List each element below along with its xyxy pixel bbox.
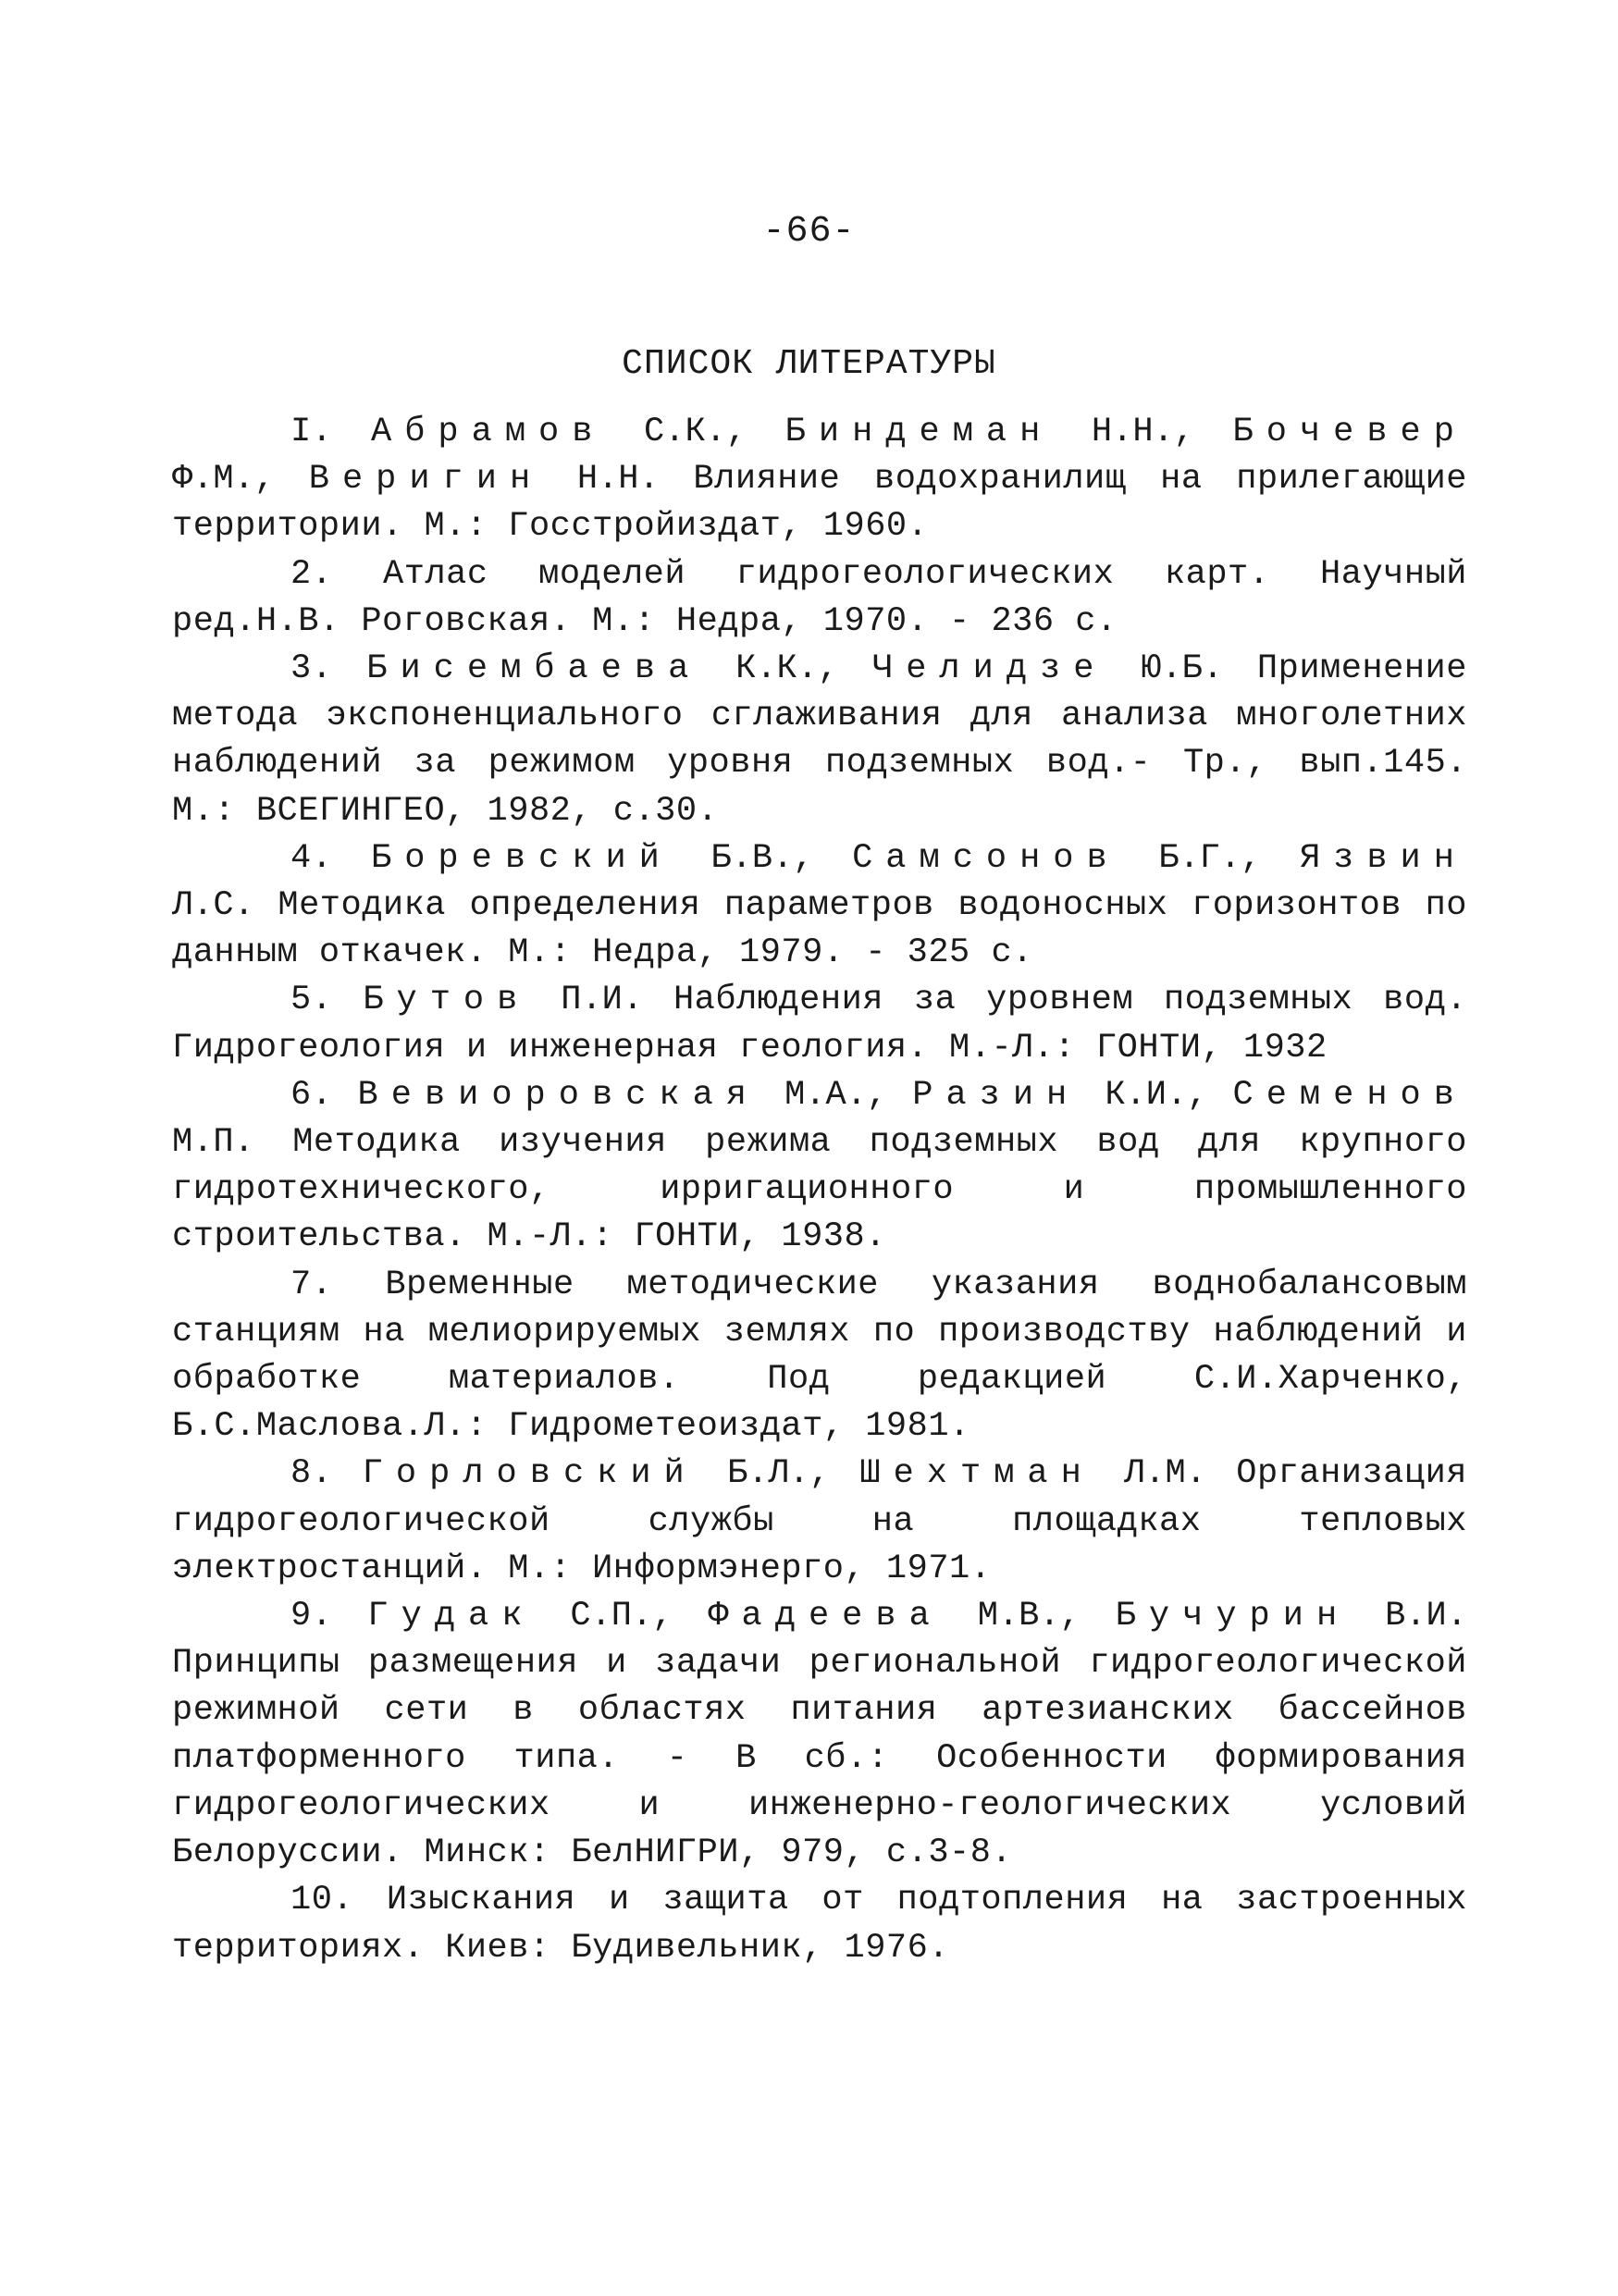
reference-author: Бучурин (1115, 1597, 1351, 1636)
reference-number: 2. (290, 554, 333, 594)
reference-item (172, 1593, 1467, 1877)
reference-author: Бисембаева (366, 649, 702, 689)
reference-author: Семенов (1232, 1075, 1467, 1115)
reference-item (172, 551, 1467, 646)
reference-author: Веригин (308, 460, 544, 500)
reference-author-initials: П.И. (561, 981, 644, 1020)
reference-author: Самсонов (852, 838, 1120, 878)
reference-text: Организация гидрогеологической службы на площадках тепловых электростанций. М.: Информэнерго, 1971. (172, 1454, 1467, 1588)
reference-author-initials: Б.В., (710, 838, 814, 878)
reference-author: Бочевер (1232, 413, 1467, 451)
reference-item (172, 646, 1467, 835)
reference-author: Разин (912, 1075, 1081, 1115)
reference-number: 7. (290, 1265, 333, 1304)
reference-author-initials: Н.Н., (1091, 413, 1194, 451)
reference-list (172, 409, 1467, 1972)
reference-author-initials: Б.Г., (1158, 838, 1262, 878)
reference-author: Абрамов (371, 413, 606, 451)
reference-author-initials: С.П., (570, 1597, 673, 1636)
reference-item (172, 1450, 1467, 1593)
reference-author-initials: К.К., (735, 649, 839, 689)
reference-author-initials: Л.М. (1124, 1454, 1206, 1494)
reference-item (172, 1877, 1467, 1971)
reference-item (172, 1072, 1467, 1262)
reference-author-initials: В.И. (1385, 1597, 1467, 1636)
reference-text: Методика определения параметров водоносных горизонтов по данным откачек. М.: Недра, 1979. - 325 с. (172, 886, 1467, 973)
reference-number: 4. (290, 838, 333, 878)
reference-number: 9. (290, 1597, 333, 1636)
reference-author-initials: М.В., (977, 1597, 1081, 1636)
page-title: СПИСОК ЛИТЕРАТУРЫ (622, 344, 996, 384)
reference-item (172, 409, 1467, 551)
reference-text: Методика изучения режима подземных вод для крупного гидротехнического, ирригационного и промышленного строительства. М.-Л.: ГОНТИ, 1938. (172, 1123, 1467, 1257)
reference-text: Изыскания и защита от подтопления на застроенных территориях. Киев: Будивельник, 1976. (172, 1881, 1467, 1968)
reference-author-initials: Ю.Б. (1141, 649, 1224, 689)
reference-number: 8. (290, 1454, 333, 1494)
reference-item (172, 977, 1467, 1071)
reference-author-initials: Н.Н. (576, 460, 660, 500)
reference-number: 3. (290, 649, 333, 689)
reference-author: Вевиоровская (357, 1075, 760, 1115)
reference-author-initials: М.А., (784, 1075, 888, 1115)
page-number: -66- (762, 211, 856, 253)
reference-author-initials: С.К., (644, 413, 747, 451)
reference-author-initials: Ф.М., (172, 460, 276, 500)
reference-author: Челидзе (871, 649, 1107, 689)
reference-author: Шехтман (859, 1454, 1094, 1494)
reference-number: 10. (290, 1881, 354, 1920)
reference-text: Влияние водохранилищ на прилегающие территории. М.: Госстройиздат, 1960. (172, 460, 1467, 547)
reference-number: 6. (290, 1075, 333, 1115)
reference-text: Временные методические указания воднобалансовым станциям на мелиорируемых землях по производству наблюдений и обработке материалов. Под редакцией С.И.Харченко, Б.С.Маслова.Л.: Гидрометеоиздат, 1981. (172, 1265, 1467, 1447)
reference-item (172, 835, 1467, 978)
reference-author: Боревский (371, 838, 673, 878)
reference-text: Наблюдения за уровнем подземных вод. Гидрогеология и инженерная геология. М.-Л.: ГОНТИ, 1932 (172, 981, 1467, 1068)
reference-author: Бутов (363, 981, 531, 1020)
reference-author: Биндеман (784, 413, 1054, 451)
reference-author-initials: К.И., (1105, 1075, 1208, 1115)
reference-item (172, 1262, 1467, 1451)
reference-author: Горловский (362, 1454, 698, 1494)
reference-author-initials: М.П. (172, 1123, 254, 1163)
reference-number: 5. (290, 981, 333, 1020)
reference-number: I. (290, 413, 333, 451)
reference-author: Фадеева (708, 1597, 943, 1636)
reference-text: Атлас моделей гидрогеологических карт. Научный ред.Н.В. Роговская. М.: Недра, 1970. - 236 с. (172, 554, 1467, 641)
reference-author: Язвин (1299, 838, 1467, 878)
reference-author-initials: Б.Л., (727, 1454, 831, 1494)
reference-text: Применение метода экспоненциального сглаживания для анализа многолетних наблюдений за режимом уровня подземных вод.- Тр., вып.145. М.: ВСЕГИНГЕО, 1982, с.30. (172, 649, 1467, 831)
reference-author: Гудак (367, 1597, 536, 1636)
reference-text: Принципы размещения и задачи региональной гидрогеологической режимной сети в областях питания артезианских бассейнов платформенного типа. - В сб.: Особенности формирования гидрогеологических и инженерно-геологических условий Белоруссии. Минск: БелНИГРИ, 979, с.3-8. (172, 1644, 1467, 1873)
reference-author-initials: Л.С. (172, 886, 254, 926)
